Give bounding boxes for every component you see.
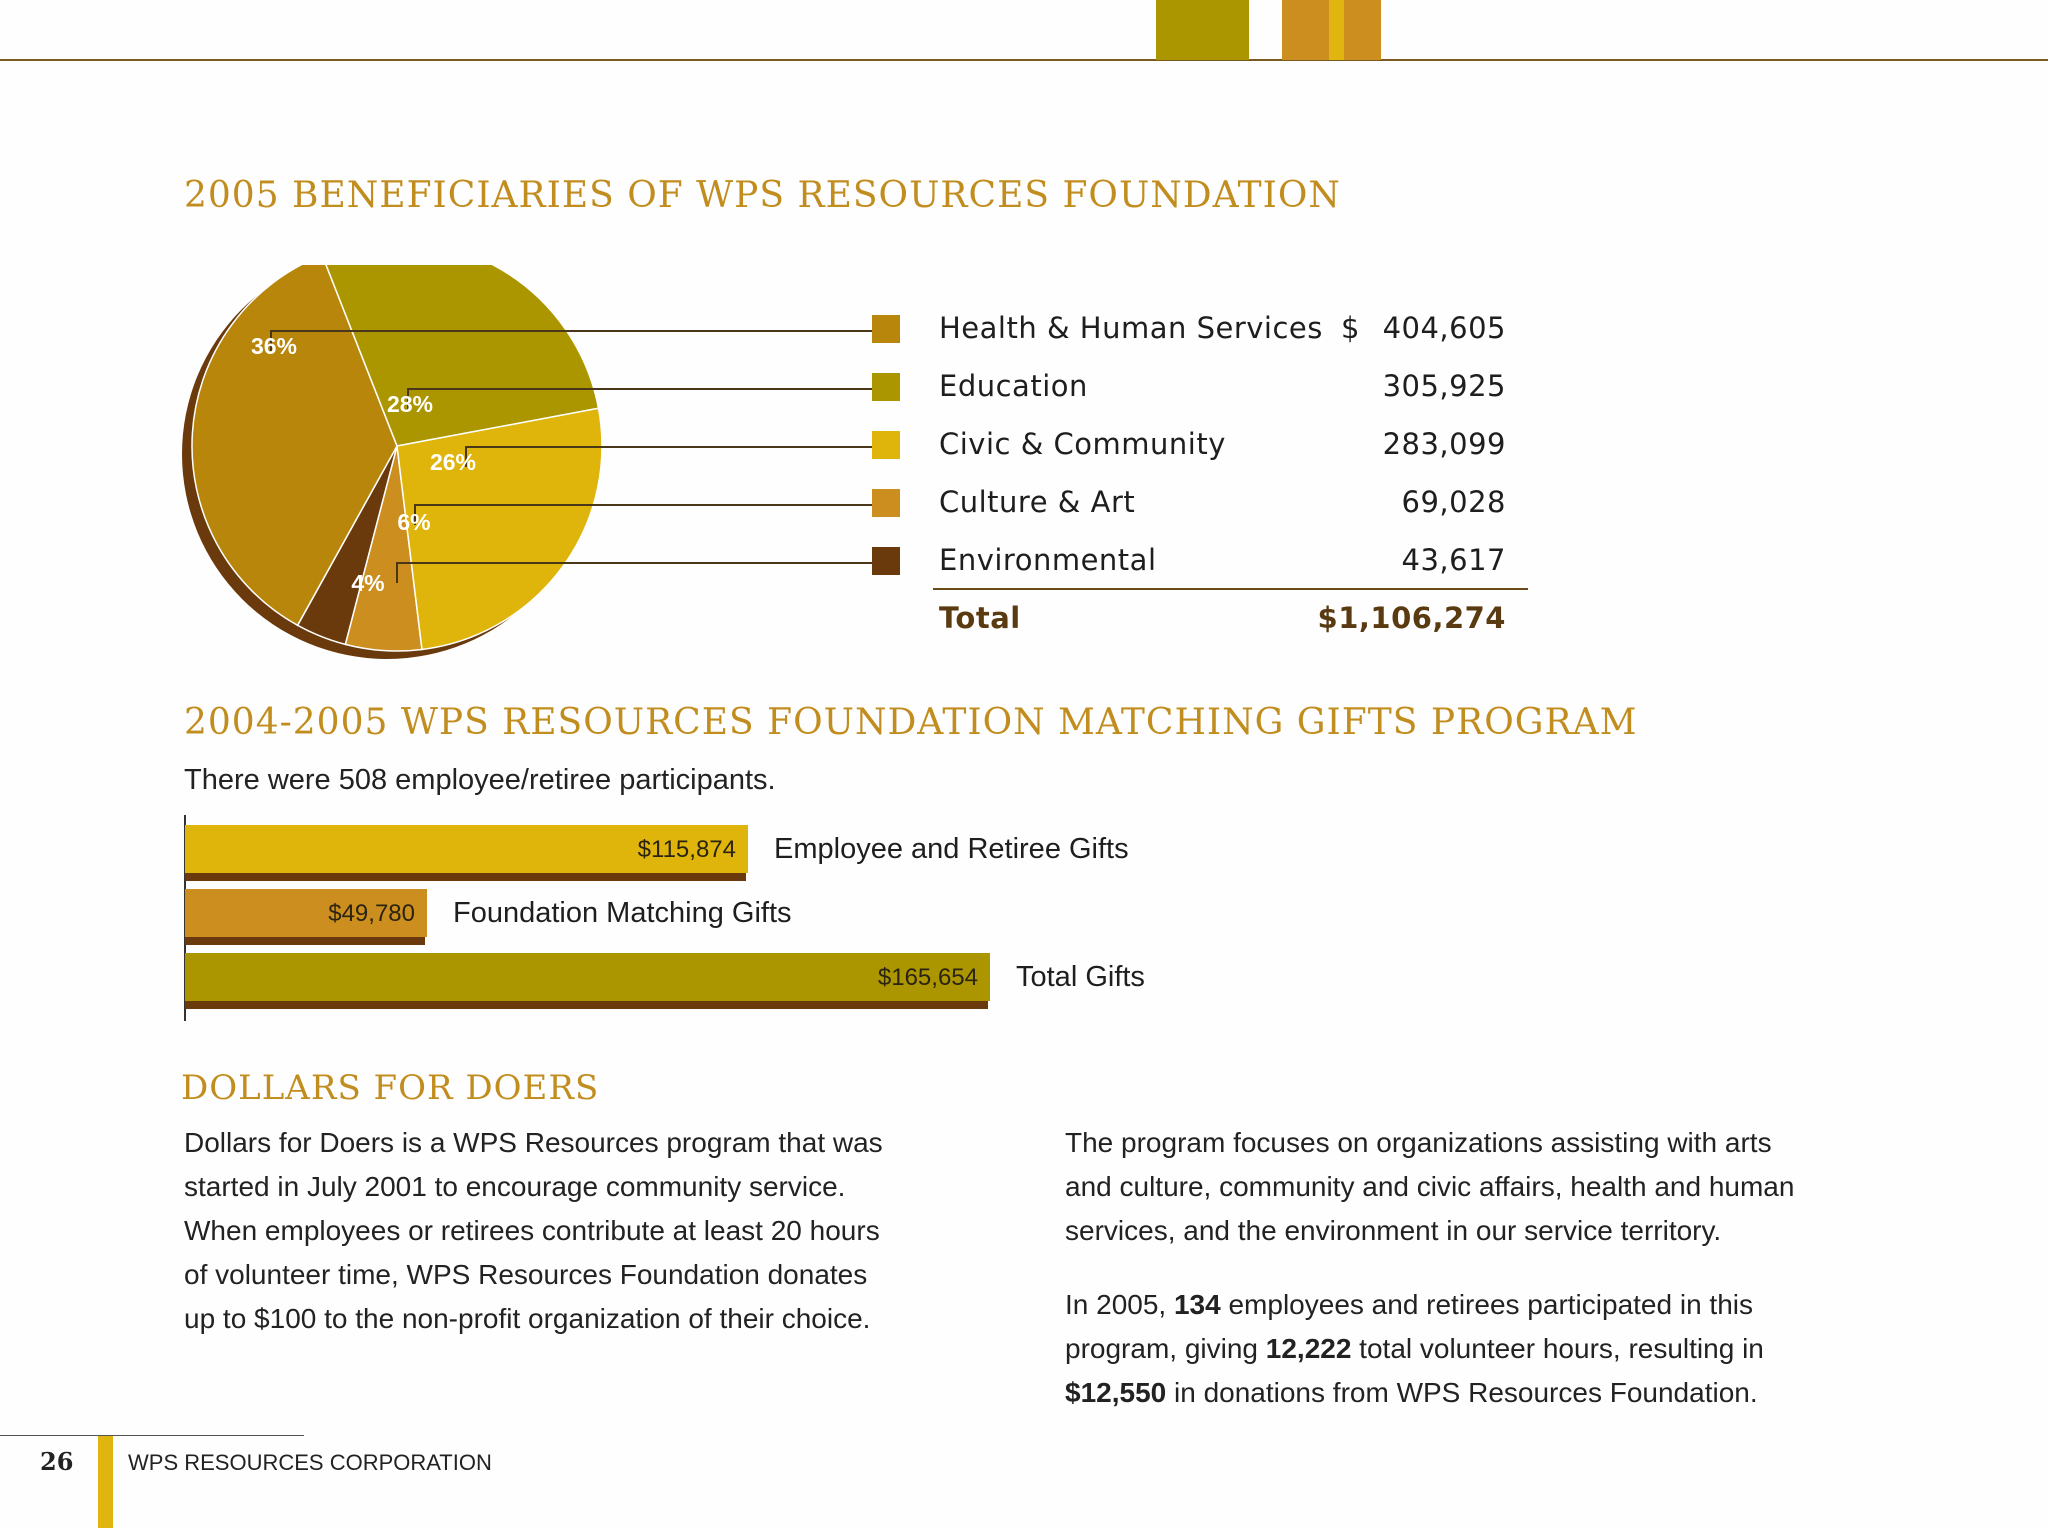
dollars-for-doers-heading: DOLLARS FOR DOERS: [181, 1068, 600, 1108]
bar-2: [185, 953, 990, 1001]
header-tab-amber-2: [1344, 0, 1381, 60]
legend-total-row: [872, 595, 1528, 653]
doers-left-paragraph: Dollars for Doers is a WPS Resources program that was started in July 2001 to encourage community service. When employees or retirees contribute at least 20 hours of volunteer time, WPS Resources Foundation donates up to $100 to the non-profit organization of their choice.: [184, 1127, 883, 1334]
legend-swatch: [872, 373, 900, 401]
legend-swatch: [872, 431, 900, 459]
bar-value-label: $49,780: [328, 900, 415, 927]
header-tab-gold: [1329, 0, 1344, 60]
legend-value: 305,925: [1382, 369, 1506, 403]
pie-percent-label: 36%: [250, 333, 298, 359]
header-tab-olive: [1156, 0, 1249, 60]
legend-swatch: [872, 489, 900, 517]
legend-total-rule: [933, 588, 1528, 590]
legend-total-label: Total: [939, 601, 1021, 635]
page-number: 26: [40, 1447, 74, 1476]
footer-rule: [0, 1435, 304, 1436]
pie-percent-label: 6%: [397, 509, 431, 535]
bar-value-label: $165,654: [877, 964, 978, 991]
legend-label: Civic & Community: [939, 427, 1226, 461]
legend-row-civic: [872, 421, 1528, 479]
volunteer-hours: 12,222: [1265, 1333, 1352, 1364]
doers-right-paragraph-1: The program focuses on organizations assisting with arts and culture, community and civic affairs, health and human services, and the environment in our service territory.: [1065, 1127, 1795, 1246]
footer-accent-bar: [98, 1436, 113, 1528]
legend-label: Education: [939, 369, 1088, 403]
legend-row-culture: [872, 479, 1528, 537]
legend-value: 404,605: [1382, 311, 1506, 345]
legend-row-health: [872, 305, 1528, 363]
pie-percent-label: 26%: [429, 449, 477, 475]
legend-value: 283,099: [1382, 427, 1506, 461]
legend-label: Environmental: [939, 543, 1157, 577]
legend-label: Health & Human Services: [939, 311, 1323, 345]
beneficiaries-heading: 2005 BENEFICIARIES OF WPS RESOURCES FOUNDATION: [184, 175, 1341, 216]
legend-value: 69,028: [1401, 485, 1506, 519]
footer-company-name: WPS RESOURCES CORPORATION: [128, 1450, 492, 1475]
pie-percent-label: 28%: [386, 391, 434, 417]
legend-swatch: [872, 547, 900, 575]
beneficiaries-pie-chart: [170, 265, 890, 675]
beneficiaries-legend: [872, 305, 1528, 635]
legend-row-environmental: [872, 537, 1528, 595]
legend-row-education: [872, 363, 1528, 421]
header-tab-amber: [1282, 0, 1329, 60]
matching-gifts-heading: 2004-2005 WPS RESOURCES FOUNDATION MATCHING GIFTS PROGRAM: [184, 702, 1638, 743]
legend-label: Culture & Art: [939, 485, 1136, 519]
participants-count: 134: [1173, 1289, 1221, 1320]
doers-right-paragraph-2: [1065, 1283, 1825, 1415]
legend-value: 43,617: [1401, 543, 1506, 577]
donation-amount: $12,550: [1065, 1377, 1167, 1408]
doers-text: total volunteer hours, resulting in: [1351, 1333, 1764, 1364]
doers-text: in donations from WPS Resources Foundation.: [1166, 1377, 1758, 1408]
doers-text: employees and retirees participated in this program, giving: [1065, 1289, 1753, 1364]
bar-value-label: $115,874: [637, 836, 736, 863]
pie-percent-label: 4%: [351, 570, 385, 596]
doers-text: In 2005,: [1065, 1289, 1174, 1320]
bar-category-label: Total Gifts: [1016, 961, 1145, 993]
participants-intro: There were 508 employee/retiree participants.: [184, 764, 776, 796]
bar-category-label: Foundation Matching Gifts: [453, 897, 792, 929]
top-rule: [0, 59, 2048, 61]
legend-currency: $: [1341, 311, 1360, 345]
legend-total-value: $1,106,274: [1317, 601, 1506, 635]
bar-category-label: Employee and Retiree Gifts: [774, 833, 1129, 865]
legend-swatch: [872, 315, 900, 343]
